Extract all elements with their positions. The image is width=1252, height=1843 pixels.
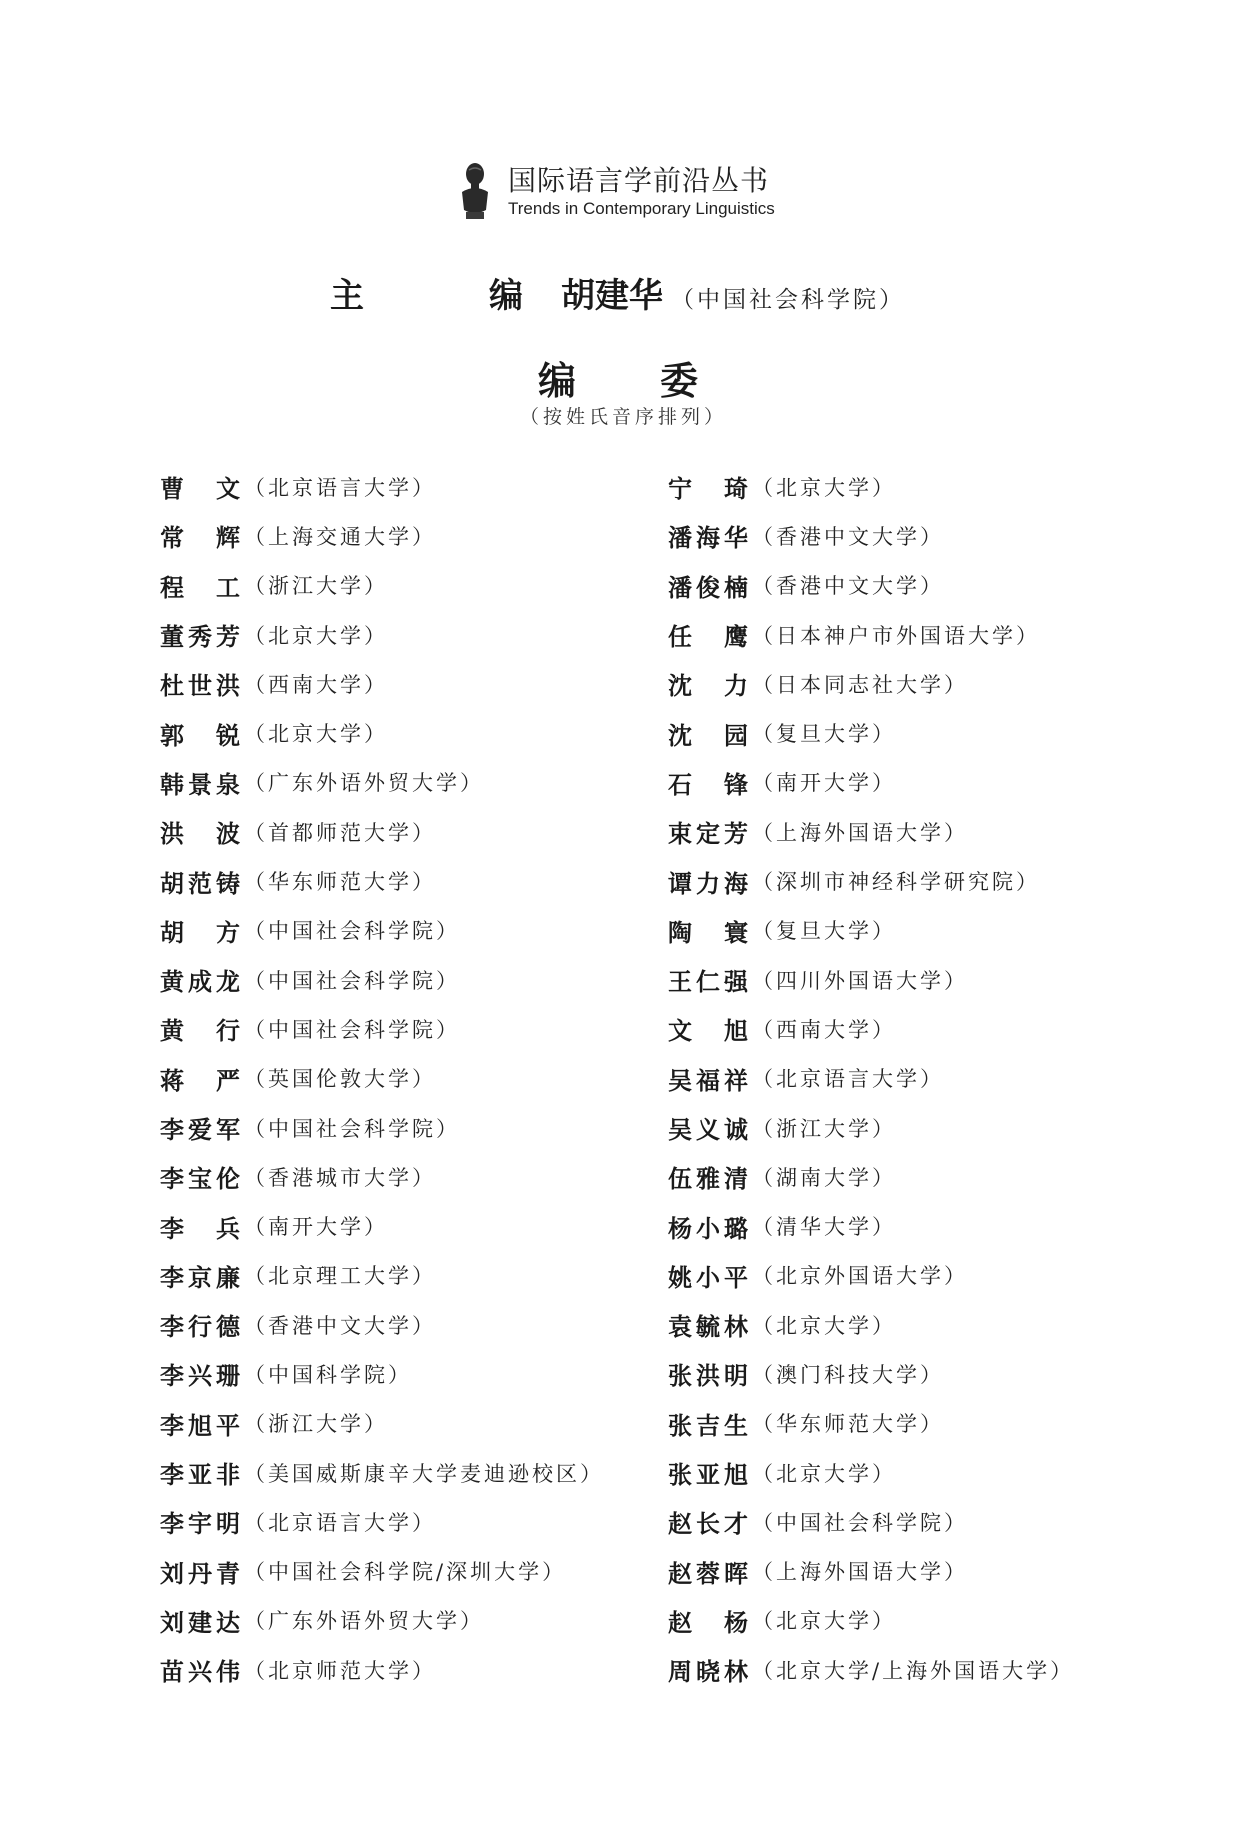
board-title-char: 委 bbox=[659, 358, 698, 403]
member-row bbox=[160, 1399, 660, 1448]
member-name: 蒋 严 bbox=[160, 1065, 240, 1095]
chief-editor-label-char: 主 bbox=[330, 276, 364, 316]
member-affiliation: （浙江大学） bbox=[244, 1412, 388, 1437]
member-affiliation: （北京语言大学） bbox=[244, 475, 436, 500]
member-affiliation: （北京大学） bbox=[752, 1461, 896, 1486]
member-row bbox=[668, 1349, 1168, 1398]
member-name: 董秀芳 bbox=[160, 622, 240, 652]
member-affiliation: （美国威斯康辛大学麦迪逊校区） bbox=[244, 1461, 604, 1486]
member-row bbox=[668, 1596, 1168, 1645]
member-name: 刘建达 bbox=[160, 1607, 240, 1637]
member-row bbox=[668, 758, 1168, 807]
member-name: 张吉生 bbox=[668, 1410, 748, 1440]
member-row bbox=[668, 659, 1168, 708]
chief-editor-name: 胡建华 bbox=[561, 276, 663, 316]
member-row bbox=[160, 906, 660, 955]
member-name: 宁 琦 bbox=[668, 474, 748, 504]
member-affiliation: （北京大学） bbox=[244, 722, 388, 747]
series-title-block bbox=[508, 163, 775, 219]
member-affiliation: （香港城市大学） bbox=[244, 1165, 436, 1190]
member-affiliation: （四川外国语大学） bbox=[752, 968, 968, 993]
member-row bbox=[668, 1645, 1168, 1694]
member-name: 袁毓林 bbox=[668, 1312, 748, 1342]
member-row bbox=[160, 1251, 660, 1300]
member-name: 陶 寰 bbox=[668, 917, 748, 947]
member-row bbox=[160, 1596, 660, 1645]
member-row bbox=[160, 610, 660, 659]
member-affiliation: （上海外国语大学） bbox=[752, 1560, 968, 1585]
member-affiliation: （西南大学） bbox=[244, 672, 388, 697]
member-affiliation: （中国社会科学院/深圳大学） bbox=[244, 1560, 567, 1585]
member-name: 石 锋 bbox=[668, 769, 748, 799]
member-row bbox=[160, 1448, 660, 1497]
member-row bbox=[668, 1152, 1168, 1201]
member-name: 李宇明 bbox=[160, 1509, 240, 1539]
member-row bbox=[668, 1300, 1168, 1349]
member-name: 曹 文 bbox=[160, 474, 240, 504]
member-affiliation: （上海交通大学） bbox=[244, 524, 436, 549]
member-affiliation: （南开大学） bbox=[752, 771, 896, 796]
member-row bbox=[160, 1004, 660, 1053]
member-row bbox=[668, 1004, 1168, 1053]
member-affiliation: （中国社会科学院） bbox=[752, 1510, 968, 1535]
member-affiliation: （北京理工大学） bbox=[244, 1264, 436, 1289]
member-row bbox=[668, 511, 1168, 560]
member-row bbox=[668, 1251, 1168, 1300]
member-name: 韩景泉 bbox=[160, 769, 240, 799]
member-row bbox=[160, 1497, 660, 1546]
member-name: 吴义诚 bbox=[668, 1115, 748, 1144]
members-left-column bbox=[160, 462, 660, 1694]
member-row bbox=[160, 561, 660, 610]
board-title-char: 编 bbox=[538, 358, 577, 403]
member-row bbox=[668, 708, 1168, 757]
member-name: 姚小平 bbox=[668, 1262, 748, 1292]
member-name: 吴福祥 bbox=[668, 1065, 748, 1095]
chief-editor-affiliation: （中国社会科学院） bbox=[671, 287, 905, 313]
member-row bbox=[160, 1300, 660, 1349]
member-affiliation: （深圳市神经科学研究院） bbox=[752, 870, 1040, 895]
member-row bbox=[160, 1152, 660, 1201]
member-row bbox=[160, 807, 660, 856]
member-name: 胡 方 bbox=[160, 917, 240, 947]
member-name: 李行德 bbox=[160, 1312, 240, 1342]
member-affiliation: （首都师范大学） bbox=[244, 820, 436, 845]
member-row bbox=[160, 659, 660, 708]
member-row bbox=[668, 1399, 1168, 1448]
member-name: 黄 行 bbox=[160, 1016, 240, 1046]
member-affiliation: （复旦大学） bbox=[752, 919, 896, 944]
member-row bbox=[160, 955, 660, 1004]
member-affiliation: （清华大学） bbox=[752, 1215, 896, 1240]
member-affiliation: （北京师范大学） bbox=[244, 1658, 436, 1683]
member-affiliation: （中国科学院） bbox=[244, 1362, 412, 1387]
member-name: 李亚非 bbox=[160, 1460, 240, 1490]
member-name: 李兴珊 bbox=[160, 1361, 240, 1391]
member-affiliation: （北京外国语大学） bbox=[752, 1264, 968, 1289]
member-affiliation: （西南大学） bbox=[752, 1017, 896, 1042]
members-right-column bbox=[668, 462, 1168, 1694]
member-affiliation: （南开大学） bbox=[244, 1215, 388, 1240]
member-name: 王仁强 bbox=[668, 967, 748, 997]
member-row bbox=[160, 1201, 660, 1250]
series-header bbox=[458, 160, 775, 222]
member-affiliation: （日本神户市外国语大学） bbox=[752, 623, 1040, 648]
member-row bbox=[160, 1054, 660, 1103]
member-name: 沈 力 bbox=[668, 671, 748, 701]
member-affiliation: （中国社会科学院） bbox=[244, 919, 460, 944]
member-affiliation: （北京语言大学） bbox=[752, 1067, 944, 1092]
member-affiliation: （复旦大学） bbox=[752, 722, 896, 747]
member-row bbox=[668, 462, 1168, 511]
member-row bbox=[668, 1103, 1168, 1152]
member-row bbox=[668, 856, 1168, 905]
member-name: 李宝伦 bbox=[160, 1164, 240, 1194]
member-name: 李京廉 bbox=[160, 1262, 240, 1292]
member-affiliation: （北京大学） bbox=[752, 1313, 896, 1338]
series-title-cn: 国际语言学前沿丛书 bbox=[508, 164, 770, 197]
member-name: 李 兵 bbox=[160, 1213, 240, 1243]
member-row bbox=[160, 708, 660, 757]
member-affiliation: （日本同志社大学） bbox=[752, 672, 968, 697]
member-row bbox=[668, 1448, 1168, 1497]
member-name: 程 工 bbox=[160, 572, 240, 602]
member-row bbox=[668, 1054, 1168, 1103]
member-affiliation: （澳门科技大学） bbox=[752, 1362, 944, 1387]
member-affiliation: （浙江大学） bbox=[244, 574, 388, 599]
member-name: 赵长才 bbox=[668, 1509, 748, 1539]
member-row bbox=[668, 955, 1168, 1004]
member-name: 洪 波 bbox=[160, 819, 240, 849]
member-affiliation: （北京大学/上海外国语大学） bbox=[752, 1658, 1075, 1683]
member-affiliation: （北京大学） bbox=[752, 1609, 896, 1634]
member-affiliation: （英国伦敦大学） bbox=[244, 1067, 436, 1092]
chief-editor-label bbox=[330, 268, 523, 317]
member-row bbox=[668, 906, 1168, 955]
member-affiliation: （北京大学） bbox=[752, 475, 896, 500]
member-name: 杨小璐 bbox=[668, 1213, 748, 1243]
member-name: 伍雅清 bbox=[668, 1164, 748, 1194]
member-affiliation: （浙江大学） bbox=[752, 1116, 896, 1141]
member-name: 刘丹青 bbox=[160, 1558, 240, 1588]
bust-portrait-logo-icon bbox=[458, 160, 492, 222]
member-name: 束定芳 bbox=[668, 819, 748, 849]
member-affiliation: （中国社会科学院） bbox=[244, 968, 460, 993]
member-name: 郭 锐 bbox=[160, 720, 240, 750]
member-name: 杜世洪 bbox=[160, 671, 240, 701]
member-name: 张洪明 bbox=[668, 1361, 748, 1391]
member-row bbox=[160, 856, 660, 905]
member-row bbox=[160, 1103, 660, 1152]
member-row bbox=[160, 1645, 660, 1694]
member-affiliation: （北京语言大学） bbox=[244, 1510, 436, 1535]
member-row bbox=[160, 462, 660, 511]
member-name: 苗兴伟 bbox=[160, 1657, 240, 1687]
member-name: 潘俊楠 bbox=[668, 572, 748, 602]
member-affiliation: （华东师范大学） bbox=[244, 870, 436, 895]
member-name: 李旭平 bbox=[160, 1410, 240, 1440]
member-name: 周晓林 bbox=[668, 1657, 748, 1687]
member-name: 赵蓉晖 bbox=[668, 1558, 748, 1588]
member-row bbox=[160, 511, 660, 560]
member-name: 黄成龙 bbox=[160, 967, 240, 997]
member-affiliation: （广东外语外贸大学） bbox=[244, 1609, 484, 1634]
member-row bbox=[160, 758, 660, 807]
member-row bbox=[160, 1547, 660, 1596]
member-name: 文 旭 bbox=[668, 1016, 748, 1046]
member-name: 沈 园 bbox=[668, 720, 748, 750]
editorial-board-title bbox=[538, 350, 698, 405]
chief-editor-line bbox=[330, 268, 905, 317]
member-name: 李爱军 bbox=[160, 1115, 240, 1144]
member-row bbox=[160, 1349, 660, 1398]
member-row bbox=[668, 561, 1168, 610]
member-affiliation: （香港中文大学） bbox=[752, 524, 944, 549]
member-affiliation: （上海外国语大学） bbox=[752, 820, 968, 845]
member-affiliation: （中国社会科学院） bbox=[244, 1017, 460, 1042]
member-name: 常 辉 bbox=[160, 523, 240, 553]
member-affiliation: （湖南大学） bbox=[752, 1165, 896, 1190]
member-name: 张亚旭 bbox=[668, 1460, 748, 1490]
member-affiliation: （广东外语外贸大学） bbox=[244, 771, 484, 796]
member-name: 赵 杨 bbox=[668, 1607, 748, 1637]
chief-editor-label-char: 编 bbox=[489, 276, 523, 316]
editorial-board-note: （按姓氏音序排列） bbox=[520, 406, 728, 428]
member-affiliation: （香港中文大学） bbox=[244, 1313, 436, 1338]
member-name: 谭力海 bbox=[668, 868, 748, 898]
member-name: 任 鹰 bbox=[668, 622, 748, 652]
member-row bbox=[668, 610, 1168, 659]
member-row bbox=[668, 1201, 1168, 1250]
member-name: 胡范铸 bbox=[160, 868, 240, 898]
member-row bbox=[668, 1547, 1168, 1596]
member-name: 潘海华 bbox=[668, 523, 748, 553]
member-row bbox=[668, 1497, 1168, 1546]
member-affiliation: （香港中文大学） bbox=[752, 574, 944, 599]
member-affiliation: （中国社会科学院） bbox=[244, 1116, 460, 1141]
member-affiliation: （华东师范大学） bbox=[752, 1412, 944, 1437]
series-title-en: Trends in Contemporary Linguistics bbox=[508, 199, 775, 218]
member-row bbox=[668, 807, 1168, 856]
member-affiliation: （北京大学） bbox=[244, 623, 388, 648]
